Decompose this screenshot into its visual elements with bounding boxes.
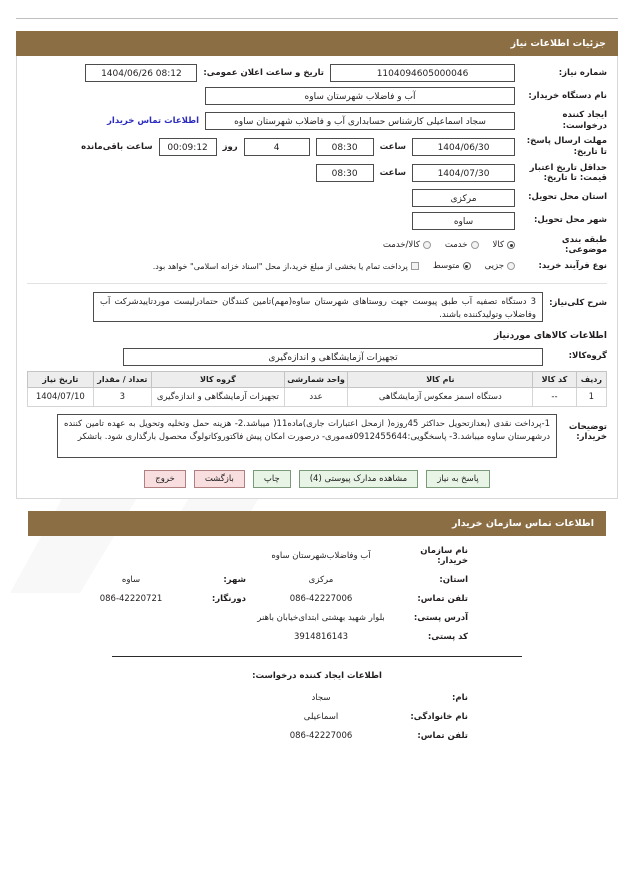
province-row bbox=[27, 189, 607, 207]
creator-last-name-label: نام خانوادگی: bbox=[410, 711, 468, 722]
creator-section-title: اطلاعات ایجاد کننده درخواست: bbox=[252, 670, 382, 681]
category-option-label-0: کالا bbox=[492, 240, 504, 251]
print-button[interactable]: چاپ bbox=[253, 470, 291, 488]
creator-phone-row bbox=[16, 731, 618, 741]
col-unit: واحد شمارشی bbox=[284, 371, 348, 387]
validity-hour-label: ساعت bbox=[379, 168, 406, 179]
category-option-label-2: کالا/خدمت bbox=[382, 240, 420, 251]
contact-phone-row bbox=[16, 594, 618, 604]
contact-address-value: بلوار شهید بهشتی ابتدای‌خیابان باهنر bbox=[257, 612, 385, 623]
treasury-bond-label: پرداخت تمام یا بخشی از مبلغ خرید،از محل "اسناد خزانه اسلامی" خواهد بود. bbox=[152, 261, 408, 271]
announce-label: تاریخ و ساعت اعلان عمومی: bbox=[203, 68, 324, 78]
cell-code: -- bbox=[533, 387, 576, 406]
creator-section bbox=[16, 693, 618, 741]
category-label: طبقه بندی موضوعی: bbox=[561, 234, 607, 256]
contact-phone-label: تلفن تماس: bbox=[417, 593, 468, 604]
contact-fax-label: دورنگار: bbox=[211, 593, 246, 604]
countdown-unit-label: ساعت باقی‌مانده bbox=[81, 141, 153, 152]
category-option-khedmat[interactable] bbox=[445, 240, 479, 250]
radio-icon[interactable] bbox=[423, 241, 431, 249]
contact-postal-row bbox=[16, 632, 618, 642]
top-divider bbox=[16, 18, 618, 19]
city-value: ساوه bbox=[412, 212, 515, 230]
radio-selected-icon[interactable] bbox=[463, 262, 471, 270]
goods-group-row bbox=[27, 348, 607, 366]
validity-time: 08:30 bbox=[316, 164, 374, 182]
need-number-label: شماره نیاز: bbox=[558, 67, 607, 78]
contact-section-header: اطلاعات تماس سازمان خریدار bbox=[28, 511, 606, 536]
creator-phone-label: تلفن تماس: bbox=[417, 730, 468, 741]
contact-postal-label: کد پستی: bbox=[427, 631, 468, 642]
page-root bbox=[0, 18, 634, 741]
need-details-header: جزئیات اطلاعات نیاز bbox=[16, 31, 618, 56]
contact-province-value: مرکزی bbox=[308, 574, 334, 585]
view-attachments-button[interactable]: مشاهده مدارک پیوستی (4) bbox=[299, 470, 418, 488]
deadline-date: 1404/06/30 bbox=[412, 138, 515, 156]
cell-name: دستگاه اسمز معکوس آزمایشگاهی bbox=[348, 387, 533, 406]
cell-group: تجهیزات آزمایشگاهی و اندازه‌گیری bbox=[152, 387, 285, 406]
checkbox-icon[interactable] bbox=[411, 262, 419, 270]
buyer-notes-row bbox=[27, 414, 607, 458]
radio-icon[interactable] bbox=[507, 262, 515, 270]
cell-unit: عدد bbox=[284, 387, 348, 406]
category-row bbox=[27, 235, 607, 256]
cell-date: 1404/07/10 bbox=[28, 387, 94, 406]
buyer-notes-value: 1-پرداخت نقدی (بعدازتحویل حداکثر 45روزه( ازمحل اعتبارات جاری)ماده11( میباشد.2- هزینه حمل وتخلیه وتحویل به عهده تامین کننده درشهرستان ساوه میباشد.3- پاسخگویی:0912455644فه‌موری- درصورت امکان پیش فاکتوروکاتولوگ محصول بارگذاری شود. باتشکر bbox=[57, 414, 557, 458]
exit-button[interactable]: خروج bbox=[144, 470, 186, 488]
remaining-days: 4 bbox=[244, 138, 310, 156]
validity-date: 1404/07/30 bbox=[412, 164, 515, 182]
need-number-row bbox=[27, 64, 607, 82]
cell-qty: 3 bbox=[93, 387, 151, 406]
contact-postal-value: 3914816143 bbox=[293, 631, 349, 642]
need-identity-section bbox=[27, 64, 607, 284]
summary-row bbox=[27, 292, 607, 322]
process-option-label-1: متوسط bbox=[432, 261, 460, 272]
deadline-label: مهلت ارسال پاسخ: تا تاریخ: bbox=[526, 136, 607, 157]
contact-fax-value: 086-42220721 bbox=[99, 593, 163, 604]
col-qty: تعداد / مقدار bbox=[93, 371, 151, 387]
buyer-org-value: آب و فاضلاب شهرستان ساوه bbox=[205, 87, 515, 105]
cell-radif: 1 bbox=[576, 387, 606, 406]
buyer-org-label: نام دستگاه خریدار: bbox=[528, 90, 607, 101]
col-code: کد کالا bbox=[533, 371, 576, 387]
col-name: نام کالا bbox=[348, 371, 533, 387]
col-group: گروه کالا bbox=[152, 371, 285, 387]
category-option-kala[interactable] bbox=[493, 240, 515, 250]
creator-first-name-value: سجاد bbox=[311, 692, 331, 703]
validity-row bbox=[27, 163, 607, 184]
contact-phone-value: 086-42227006 bbox=[289, 593, 353, 604]
process-option-jozei[interactable] bbox=[485, 261, 515, 271]
process-option-motavaset[interactable] bbox=[433, 261, 471, 271]
section-divider bbox=[112, 656, 522, 657]
table-row[interactable] bbox=[28, 387, 607, 406]
contact-address-label: آدرس پستی: bbox=[413, 612, 468, 623]
province-label: استان محل تحویل: bbox=[528, 192, 607, 203]
contact-org-label: نام سازمان خریدار: bbox=[420, 545, 468, 566]
back-button[interactable]: بازگشت bbox=[194, 470, 245, 488]
creator-last-name-row bbox=[16, 712, 618, 722]
days-unit-label: روز bbox=[222, 141, 238, 152]
buyer-notes-label: توضیحات خریدار: bbox=[568, 421, 607, 443]
category-options bbox=[27, 240, 515, 250]
creator-label: ایجاد کننده درخواست: bbox=[562, 110, 607, 131]
creator-row bbox=[27, 110, 607, 131]
contact-city-value: ساوه bbox=[121, 574, 141, 585]
treasury-bond-option[interactable] bbox=[153, 262, 419, 271]
creator-last-name-value: اسماعیلی bbox=[303, 711, 339, 722]
process-label: نوع فرآیند خرید: bbox=[538, 261, 607, 271]
col-radif: ردیف bbox=[576, 371, 606, 387]
process-option-label-0: جزیی bbox=[484, 261, 504, 272]
col-date: تاریخ نیاز bbox=[28, 371, 94, 387]
action-buttons bbox=[27, 470, 607, 488]
category-option-label-1: خدمت bbox=[444, 240, 468, 251]
contact-province-label: استان: bbox=[439, 574, 468, 585]
process-row bbox=[27, 261, 607, 272]
radio-icon[interactable] bbox=[471, 241, 479, 249]
contact-city-label: شهر: bbox=[223, 574, 246, 585]
contact-location-row bbox=[16, 575, 618, 585]
province-value: مرکزی bbox=[412, 189, 515, 207]
contact-section bbox=[16, 546, 618, 642]
goods-group-label: گروه‌کالا: bbox=[568, 351, 607, 362]
need-number-value: 1104094605000046 bbox=[330, 64, 515, 82]
buyer-contact-link[interactable]: اطلاعات تماس خریدار bbox=[107, 115, 199, 126]
buyer-org-row bbox=[27, 87, 607, 105]
summary-label: شرح کلی‌نیاز: bbox=[549, 297, 607, 308]
deadline-time: 08:30 bbox=[316, 138, 374, 156]
creator-phone-value: 086-42227006 bbox=[289, 730, 353, 741]
category-option-kala-khedmat[interactable] bbox=[383, 240, 431, 250]
need-details-panel bbox=[16, 56, 618, 499]
city-row bbox=[27, 212, 607, 230]
validity-label: حداقل تاریخ اعتبار قیمت: تا تاریخ: bbox=[529, 162, 607, 184]
deadline-hour-label: ساعت bbox=[379, 141, 406, 152]
summary-value: 3 دستگاه تصفیه آب طبق پیوست جهت روستاهای شهرستان ساوه(مهم)تامین کنندگان حتمادرلیست موردتاییدشرکت آب وفاضلاب وتولیدکننده باشند. bbox=[93, 292, 543, 322]
goods-table-header-row bbox=[28, 371, 607, 387]
deadline-row bbox=[27, 136, 607, 157]
announce-value: 1404/06/26 08:12 bbox=[85, 64, 197, 82]
countdown-timer: 00:09:12 bbox=[159, 138, 217, 156]
respond-to-need-button[interactable]: پاسخ به نیاز bbox=[426, 470, 490, 488]
city-label: شهر محل تحویل: bbox=[534, 215, 607, 226]
goods-section-title: اطلاعات کالاهای موردنیاز bbox=[493, 330, 607, 341]
creator-value: سجاد اسماعیلی کارشناس حسابداری آب و فاضلاب شهرستان ساوه bbox=[205, 112, 515, 130]
contact-org-row bbox=[16, 546, 618, 566]
goods-table bbox=[27, 371, 607, 407]
creator-first-name-row bbox=[16, 693, 618, 703]
contact-org-value: آب وفاضلاب‌شهرستان ساوه bbox=[271, 550, 371, 561]
process-options bbox=[27, 261, 515, 271]
creator-first-name-label: نام: bbox=[451, 692, 468, 703]
radio-selected-icon[interactable] bbox=[507, 241, 515, 249]
contact-address-row bbox=[16, 613, 618, 623]
goods-group-value: تجهیزات آزمایشگاهی و اندازه‌گیری bbox=[123, 348, 543, 366]
